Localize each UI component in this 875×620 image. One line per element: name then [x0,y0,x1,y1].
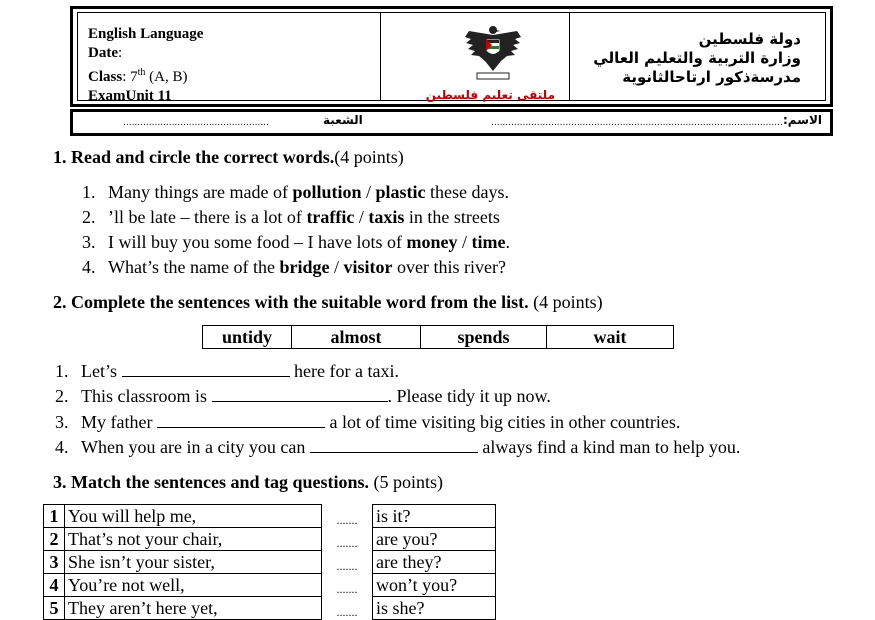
item-text: always find a kind man to help you. [477,437,741,457]
answer-blank[interactable] [122,362,290,377]
table-row [44,505,496,528]
choice-option[interactable]: traffic [306,207,355,227]
class-sup: th [137,67,146,78]
q2-number: 2. [53,292,67,312]
q2-item [55,437,740,458]
q1-item [82,182,509,203]
q1-item [82,232,510,253]
date-label: Date [88,45,118,61]
q2-item [55,386,551,407]
tag-cell: is it? [373,505,496,528]
exam-label: ExamUnit 11 [88,88,172,104]
answer-blank[interactable] [157,413,325,428]
q1-title-text: Read and circle the correct words. [71,147,335,167]
q2-title [53,292,603,313]
item-text: these days. [425,182,509,202]
section-dots: ................................................... [123,118,269,128]
item-text: When you are in a city you can [81,437,310,457]
ministry-line: وزارة التربية والتعليم العالي [593,49,801,67]
item-text: Let’s [81,361,122,381]
section-label: الشعبة [323,113,363,127]
header-divider-right [569,13,570,100]
header-right-info [593,30,801,87]
choice-option[interactable]: plastic [375,182,426,202]
answer-dots[interactable]: ....... [322,505,373,528]
q1-number: 1. [53,147,67,167]
item-text: What’s the name of the [108,257,280,277]
exam-header [70,6,833,107]
class-sections: (A, B) [145,69,188,85]
student-name-row [70,109,833,136]
date-colon: : [118,45,123,61]
row-number: 1 [44,505,65,528]
item-number: 4. [82,257,96,277]
q3-title-text: Match the sentences and tag questions. [71,472,370,492]
table-row [44,551,496,574]
choice-separator: / [361,182,376,202]
header-divider-left [380,13,381,100]
item-text: ’ll be late – there is a lot of [108,207,307,227]
item-number: 1. [55,361,69,381]
match-table [43,504,496,620]
choice-option[interactable]: time [471,232,506,252]
word-list [202,325,674,349]
choice-option[interactable]: taxis [368,207,405,227]
table-row [44,597,496,620]
name-dots: ...................................................................................................... [491,118,783,128]
item-number: 1. [82,182,96,202]
sentence-cell: That’s not your chair, [65,528,322,551]
choice-separator: / [457,232,472,252]
item-number: 3. [82,232,96,252]
table-row [44,528,496,551]
palestinian-eagle-emblem-icon [463,21,523,83]
row-number: 4 [44,574,65,597]
tag-cell: are they? [373,551,496,574]
header-left-info [88,25,203,106]
q2-item [55,412,680,433]
tag-cell: is she? [373,597,496,620]
sentence-cell: You’re not well, [65,574,322,597]
item-number: 2. [55,386,69,406]
choice-option[interactable]: pollution [292,182,362,202]
logo-caption: ملتقى تعليم فلسطين [425,88,555,102]
choice-separator: / [329,257,344,277]
item-text: My father [81,412,157,432]
item-text: Many things are made of [108,182,293,202]
q1-title [53,147,404,168]
q1-item [82,207,500,228]
subject-label: English Language [88,26,204,42]
q3-number: 3. [53,472,67,492]
word-box: untidy [203,326,292,349]
answer-blank[interactable] [310,438,478,453]
row-number: 5 [44,597,65,620]
word-box: wait [547,326,674,349]
word-box: spends [421,326,547,349]
header-inner-frame [77,12,826,104]
item-text: over this river? [392,257,506,277]
name-label: الاسم: [782,113,822,127]
answer-dots[interactable]: ....... [322,551,373,574]
table-row [44,574,496,597]
answer-dots[interactable]: ....... [322,574,373,597]
q2-points: (4 points) [533,292,603,312]
choice-option[interactable]: money [406,232,458,252]
choice-option[interactable]: bridge [279,257,330,277]
item-number: 4. [55,437,69,457]
item-number: 2. [82,207,96,227]
item-text: I will buy you some food – I have lots of [108,232,407,252]
country-line: دولة فلسطين [698,30,801,48]
q1-points: (4 points) [334,147,404,167]
answer-dots[interactable]: ....... [322,597,373,620]
sentence-cell: They aren’t here yet, [65,597,322,620]
row-number: 3 [44,551,65,574]
q2-item [55,361,399,382]
sentence-cell: She isn’t your sister, [65,551,322,574]
choice-option[interactable]: visitor [343,257,393,277]
item-text: This classroom is [81,386,212,406]
school-line: مدرسةذكور ارتاحالثانوية [622,68,801,86]
answer-dots[interactable]: ....... [322,528,373,551]
row-number: 2 [44,528,65,551]
tag-cell: are you? [373,528,496,551]
item-text: . Please tidy it up now. [387,386,551,406]
q3-title [53,472,443,493]
q3-points: (5 points) [373,472,444,492]
word-box: almost [292,326,421,349]
answer-blank[interactable] [212,387,388,402]
choice-separator: / [354,207,369,227]
item-number: 3. [55,412,69,432]
item-text: here for a taxi. [289,361,399,381]
item-text: in the streets [404,207,500,227]
class-label: Class [88,69,123,85]
item-text: a lot of time visiting big cities in other countries. [324,412,681,432]
sentence-cell: You will help me, [65,505,322,528]
q1-item [82,257,506,278]
q2-title-text: Complete the sentences with the suitable word from the list. [71,292,529,312]
class-value: : 7 [122,69,138,85]
item-text: . [505,232,510,252]
tag-cell: won’t you? [373,574,496,597]
